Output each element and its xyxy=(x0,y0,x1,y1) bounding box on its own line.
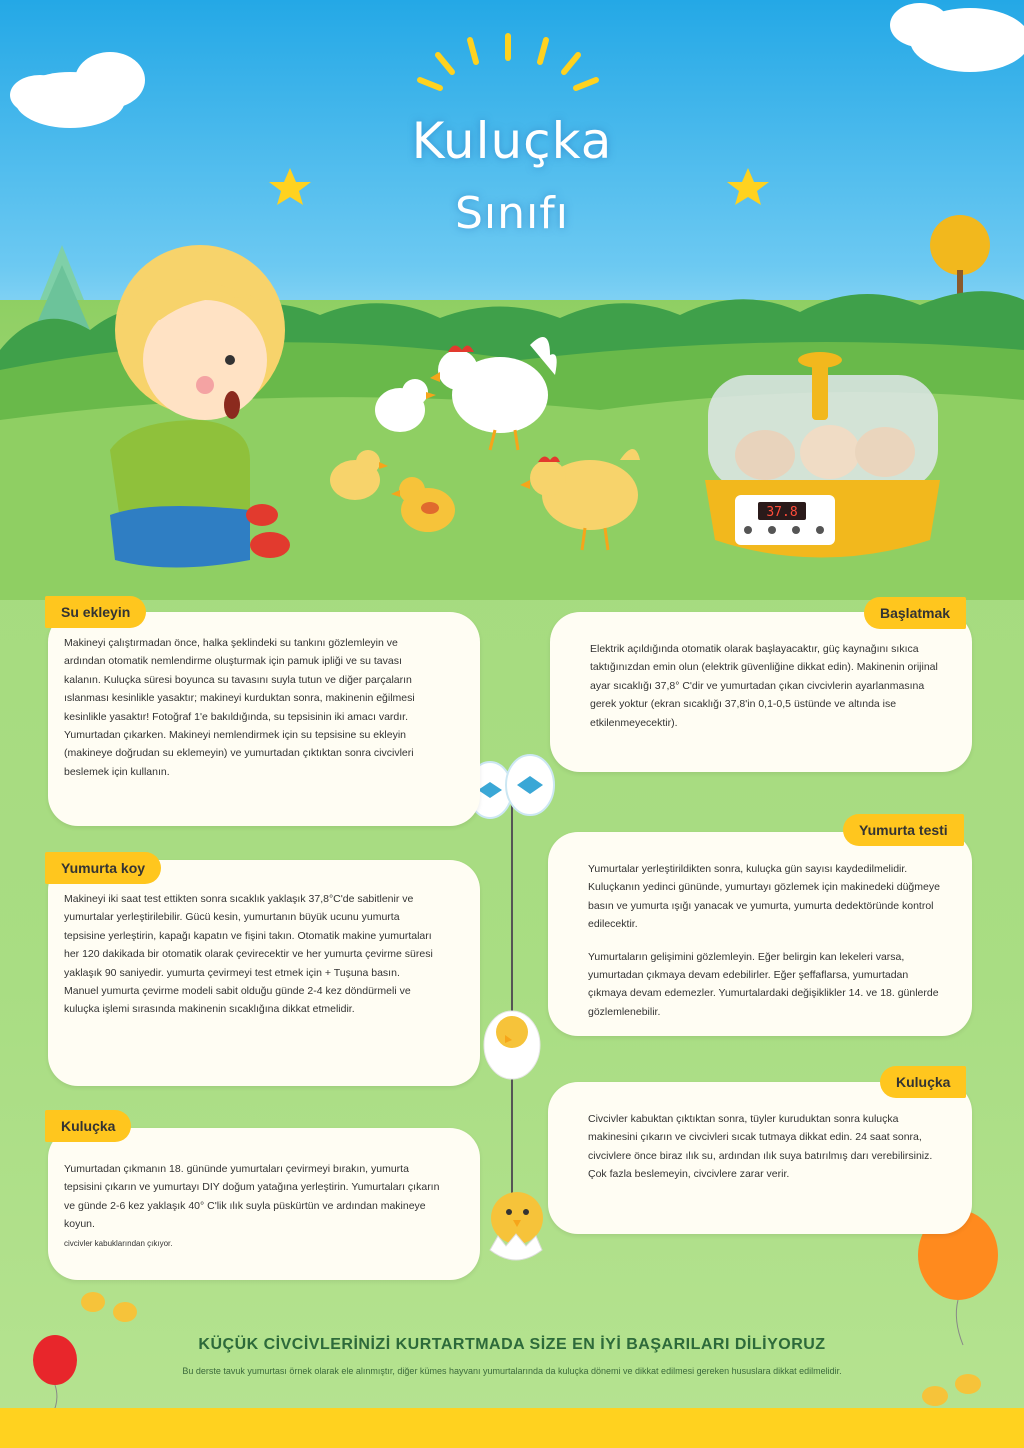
incubator-display: 37.8 xyxy=(766,505,798,520)
hatching-egg-icon xyxy=(484,1011,540,1079)
step-panel-hatching xyxy=(48,1128,480,1280)
step-panel-start xyxy=(550,612,972,772)
step-label: Kuluçka xyxy=(45,1110,131,1142)
step-text-part: Yumurtaların gelişimini gözlemleyin. Eğer belirgin kan lekeleri varsa, yumurtadan çıkmaya devam edebilirler. Eğer şeffaflarsa, yumurtadan çıkmaya devam edemezler. Yumurtalardaki değişiklikler 14. ve 18. günlerde gözlemlenebilir. xyxy=(588,950,939,1018)
step-text-small: civcivler kabuklarından çıkıyor. xyxy=(64,1238,173,1248)
step-label: Yumurta testi xyxy=(843,814,964,846)
step-text: Civcivler kabuktan çıktıktan sonra, tüyler kuruduktan sonra kuluçka makinesini çıkarın ve civcivleri sıcak tutmaya dikkat edin. 24 saat sonra, civcivlere önce biraz ılık su, ardından ılık suya batırılmış darı verebilirsiniz. Çok fazla beslemeyin, civcivlere zarar verir. xyxy=(588,1113,933,1181)
step-text xyxy=(588,860,948,1024)
step-text: Elektrik açıldığında otomatik olarak başlayacaktır, güç kaynağını sıkıca taktığınızdan emin olun (elektrik güvenliğine dikkat edin). Makinenin orijinal ayar sıcaklığı 37,8° C'dir ve yumurtadan çıkan civcivlerin ayarlanmasına gerek yoktur (ekran sıcaklığı 37,8'in 0,1-0,5 üstünde ve altında ise etkilenmeyecektir). xyxy=(590,643,938,729)
page-title-line1: Kuluçka xyxy=(411,112,613,170)
footer-title: KÜÇÜK CİVCİVLERİNİZİ KURTARTMADA SİZE EN İYİ BAŞARILARI DİLİYORUZ xyxy=(198,1336,826,1353)
small-chicks-right-icon xyxy=(922,1374,981,1406)
step-label: Yumurta koy xyxy=(45,852,161,884)
hatched-chick-icon xyxy=(490,1192,543,1260)
step-text xyxy=(64,1160,444,1254)
step-text-part: Yumurtalar yerleştirildikten sonra, kuluçka gün sayısı kaydedilmelidir. Kuluçkanın yedinci gününde, yumurtayı gözlemek için makinedeki düğmeye basın ve yumurta ışığı yanacak ve yumurta, yumurta dedektöründe kontrol edilecektir. xyxy=(588,863,940,931)
step-panel-place-egg xyxy=(48,860,480,1086)
step-label: Başlatmak xyxy=(864,597,966,629)
step-label: Kuluçka xyxy=(880,1066,966,1098)
step-label: Su ekleyin xyxy=(45,596,146,628)
page-title-line2: Sınıfı xyxy=(455,188,569,239)
step-panel-water xyxy=(48,612,480,826)
step-panel-incubation xyxy=(548,1082,972,1234)
step-text: Makineyi çalıştırmadan önce, halka şeklindeki su tankını gözlemleyin ve ardından otomatik nemlendirme oluşturmak için pamuk ipliği ve su tavası kalanın. Kuluçka süresi boyunca su tavasını suyla tutun ve diğer parçaların ıslanması kesinlikle yasaktır; makineyi kurduktan sonra, makinenin eğilmesi kesinlikle yasaktır! Fotoğraf 1'e bakıldığında, su tepsisinin iki amacı vardır. Yumurtadan çıkarken. Makineyi nemlendirmek için su tepsisine su ekleyin (makineye doğrudan su eklemeyin) ve yumurtadan çıktıktan sonra civcivleri beslemek için kullanın. xyxy=(64,637,415,778)
small-chicks-left-icon xyxy=(81,1292,137,1322)
step-panel-egg-test xyxy=(548,832,972,1036)
step-text-part: Yumurtadan çıkmanın 18. gününde yumurtaları çevirmeyi bırakın, yumurta tepsisini çıkarın ve yumurtayı DIY doğum yatağına yerleştirin. Yumurtaları çıkarın ve günde 2-6 kez yaklaşık 40° C'lik ılık suyla püskürtün ve ardından makineye koyun. xyxy=(64,1163,440,1231)
step-text: Makineyi iki saat test ettikten sonra sıcaklık yaklaşık 37,8°C'de sabitlenir ve yumurtalar yerleştirilebilir. Gücü kesin, yumurtanın büyük ucunu yumurta tepsisine yerleştirin, kapağı kapatın ve fişini takın. Otomatik makine yumurtaları her 120 dakikada bir otomatik olarak çevirecektir ve her yumurta çevirme süresi yaklaşık 90 saniyedir. yumurta çevirmeyi test etmek için + Tuşuna basın. Manuel yumurta çevirme modeli sabit olduğu günde 2-4 kez döndürmeli ve kuluçka işlemi sırasında makinenin sıcaklığına dikkat etmelidir. xyxy=(64,893,433,1016)
bottom-band xyxy=(0,1408,1024,1448)
footer-note: Bu derste tavuk yumurtası örnek olarak ele alınmıştır, diğer kümes hayvanı yumurtalarında da kuluçka dönemi ve dikkat edilmesi gereken hususlara dikkat edilmelidir. xyxy=(182,1366,842,1376)
